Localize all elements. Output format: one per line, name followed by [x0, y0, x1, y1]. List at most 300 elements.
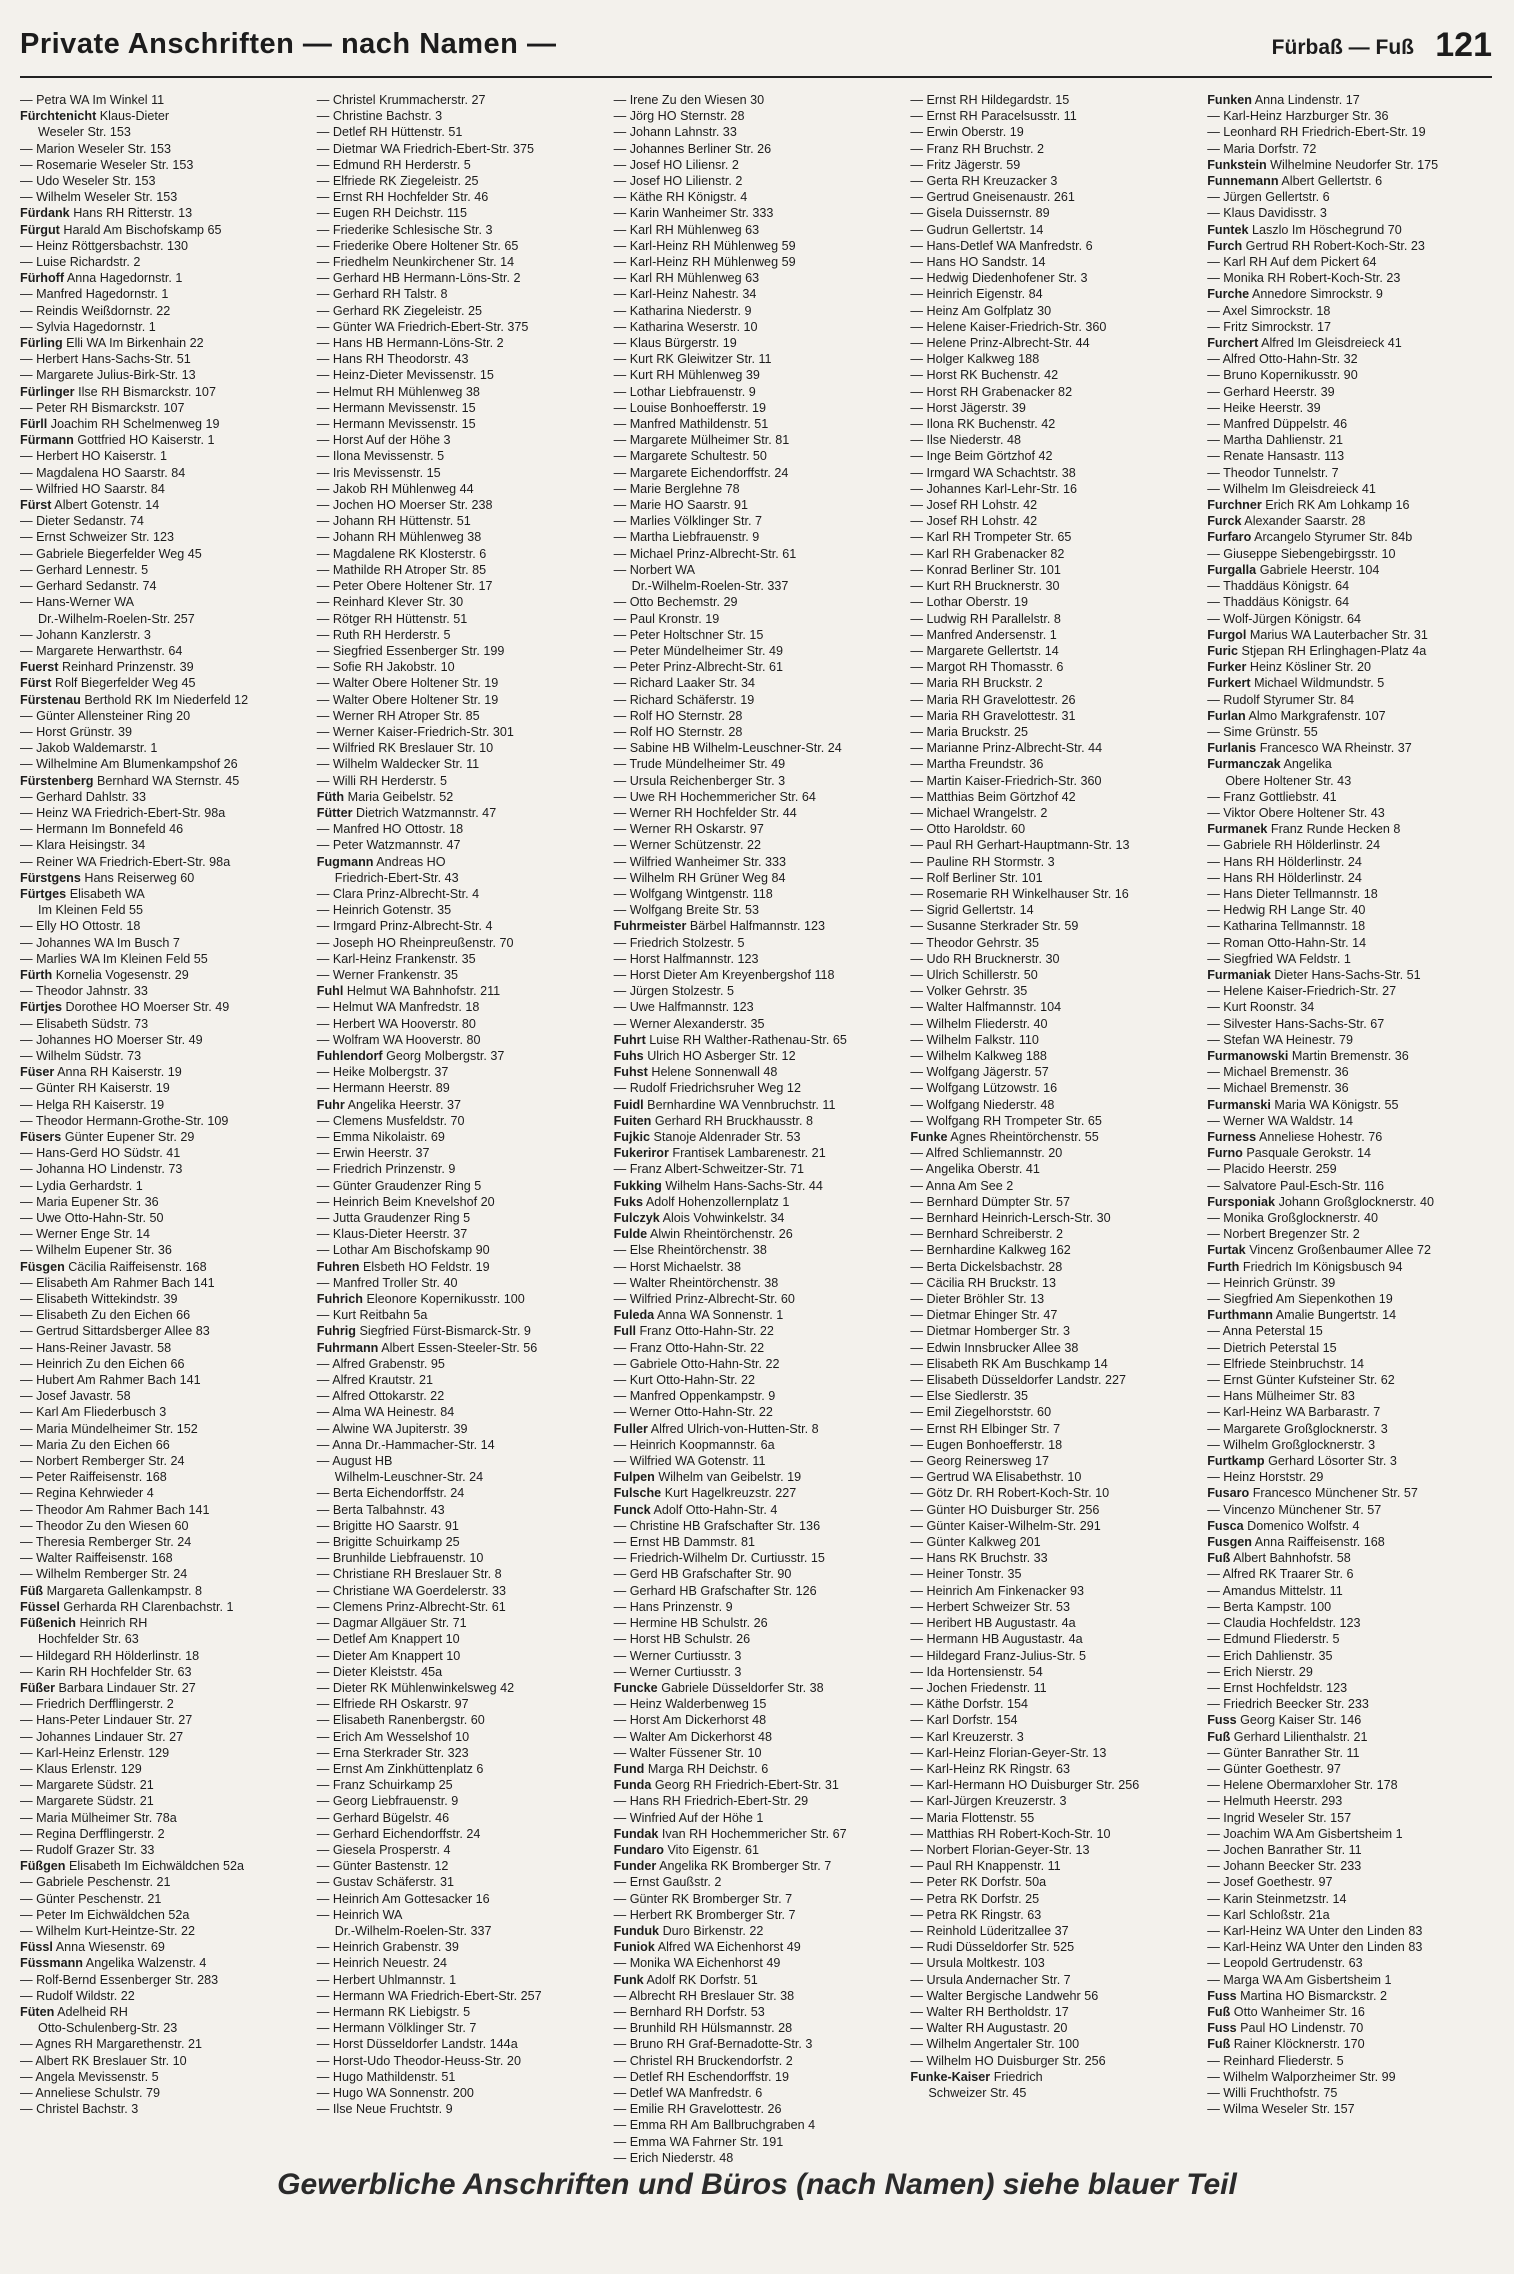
directory-entry: — Reinhard Fliederstr. 5 — [1207, 2053, 1492, 2069]
directory-entry: — Kurt RH Mühlenweg 39 — [614, 367, 899, 383]
directory-entry: — Herbert Uhlmannstr. 1 — [317, 1972, 602, 1988]
directory-entry: — Walter Halfmannstr. 104 — [910, 999, 1195, 1015]
directory-entry: — Karl-Heinz Nahestr. 34 — [614, 286, 899, 302]
directory-entry: — Rudolf Grazer Str. 33 — [20, 1842, 305, 1858]
directory-entry: — Günter Bastenstr. 12 — [317, 1858, 602, 1874]
directory-entry: — Günter Kalkweg 201 — [910, 1534, 1195, 1550]
entry-detail: Maria WA Königstr. 55 — [1274, 1097, 1399, 1112]
directory-entry — [1207, 1129, 1492, 1145]
directory-entry: — Jürgen Gellertstr. 6 — [1207, 189, 1492, 205]
surname: Funnemann — [1207, 174, 1279, 189]
directory-entry: — Karl-Heinz RH Mühlenweg 59 — [614, 238, 899, 254]
directory-entry: — Otto Haroldstr. 60 — [910, 821, 1195, 837]
directory-entry: Dr.-Wilhelm-Roelen-Str. 257 — [38, 611, 195, 626]
directory-entry: — Bernhard Heinrich-Lersch-Str. 30 — [910, 1210, 1195, 1226]
entry-detail: Gabriele Heerstr. 104 — [1259, 562, 1380, 577]
directory-entry: — Rolf HO Sternstr. 28 — [614, 708, 899, 724]
entry-detail: Annedore Simrockstr. 9 — [1252, 287, 1383, 302]
directory-entry — [317, 1097, 602, 1113]
entry-detail: Albert Gellertstr. 6 — [1281, 174, 1383, 189]
surname: Fuhrich — [316, 1292, 363, 1307]
directory-entry: — Reindis Weißdornstr. 22 — [20, 303, 305, 319]
surname: Fürgut — [20, 222, 60, 237]
directory-entry: — Manfred HO Ottostr. 18 — [317, 821, 602, 837]
directory-entry: — Karl-Heinz WA Unter den Linden 83 — [1207, 1939, 1492, 1955]
directory-entry: — Friedrich-Wilhelm Dr. Curtiusstr. 15 — [614, 1550, 899, 1566]
directory-entry: — Ernst RH Paracelsusstr. 11 — [910, 108, 1195, 124]
directory-entry: — Günter Peschenstr. 21 — [20, 1891, 305, 1907]
entry-detail: Hans Reiserweg 60 — [84, 870, 195, 885]
surname: Fürst — [20, 498, 52, 513]
directory-entry: — Amandus Mittelstr. 11 — [1207, 1583, 1492, 1599]
surname: Furmanowski — [1207, 1048, 1289, 1063]
surname: Fusaro — [1207, 1486, 1250, 1501]
entry-detail: Joachim RH Schelmenweg 19 — [50, 417, 220, 432]
directory-entry — [1207, 740, 1492, 756]
directory-entry: — Hermine HB Schulstr. 26 — [614, 1615, 899, 1631]
directory-entry: — Ulrich Schillerstr. 50 — [910, 967, 1195, 983]
directory-entry: — Dieter Sedanstr. 74 — [20, 513, 305, 529]
directory-entry: — Stefan WA Heinestr. 79 — [1207, 1032, 1492, 1048]
directory-entry: — Anneliese Schulstr. 79 — [20, 2085, 305, 2101]
surname: Füssel — [20, 1599, 60, 1614]
directory-entry: — Karl-Heinz Florian-Geyer-Str. 13 — [910, 1745, 1195, 1761]
entry-detail: Francesco Münchener Str. 57 — [1252, 1486, 1418, 1501]
directory-entry: — Johann Kanzlerstr. 3 — [20, 627, 305, 643]
directory-entry: — Elfriede RK Ziegeleistr. 25 — [317, 173, 602, 189]
directory-entry: — Erich Am Wesselshof 10 — [317, 1729, 602, 1745]
directory-entry — [1207, 497, 1492, 513]
directory-entry: — Eugen Bonhoefferstr. 18 — [910, 1437, 1195, 1453]
surname: Fuhst — [613, 1065, 648, 1080]
surname: Fundaro — [613, 1842, 664, 1857]
directory-entry — [614, 1858, 899, 1874]
surname: Furck — [1207, 514, 1242, 529]
page-number: 121 — [1435, 26, 1492, 64]
directory-entry: — Dieter Bröhler Str. 13 — [910, 1291, 1195, 1307]
directory-entry: — Petra RK Dorfstr. 25 — [910, 1891, 1195, 1907]
entry-detail: Gerharda RH Clarenbachstr. 1 — [63, 1599, 234, 1614]
directory-entry: — Martha Freundstr. 36 — [910, 756, 1195, 772]
entry-detail: Reinhard Prinzenstr. 39 — [62, 660, 194, 675]
directory-entry: — Josef Javastr. 58 — [20, 1388, 305, 1404]
directory-entry — [1207, 967, 1492, 983]
entry-detail: Helene Sonnenwall 48 — [651, 1065, 778, 1080]
directory-entry — [1207, 1485, 1492, 1501]
surname: Fürdank — [20, 206, 70, 221]
directory-entry — [1207, 659, 1492, 675]
entry-detail: Margareta Gallenkampstr. 8 — [46, 1583, 202, 1598]
surname: Full — [613, 1324, 636, 1339]
directory-entry: — Klaus Erlenstr. 129 — [20, 1761, 305, 1777]
directory-entry: — Horst Grünstr. 39 — [20, 724, 305, 740]
directory-entry: — Anna Am See 2 — [910, 1178, 1195, 1194]
directory-entry — [910, 1129, 1195, 1145]
directory-entry: — Friederike Schlesische Str. 3 — [317, 222, 602, 238]
directory-entry: — Johannes Berliner Str. 26 — [614, 141, 899, 157]
entry-detail: Albert Gotenstr. 14 — [54, 498, 160, 513]
directory-entry: — Karl-Heinz Erlenstr. 129 — [20, 1745, 305, 1761]
surname: Funder — [613, 1859, 657, 1874]
directory-entry — [614, 1145, 899, 1161]
directory-entry — [20, 1259, 305, 1275]
directory-entry: — Dagmar Allgäuer Str. 71 — [317, 1615, 602, 1631]
directory-entry: — Hans-Reiner Javastr. 58 — [20, 1340, 305, 1356]
directory-entry: — Edmund RH Herderstr. 5 — [317, 157, 602, 173]
surname: Fusca — [1207, 1518, 1244, 1533]
directory-entry — [1207, 1518, 1492, 1534]
directory-entry — [1207, 708, 1492, 724]
surname: Funtek — [1207, 222, 1249, 237]
directory-entry: — Karl-Heinz Harzburger Str. 36 — [1207, 108, 1492, 124]
directory-entry: — Emma RH Am Ballbruchgraben 4 — [614, 2117, 899, 2133]
directory-entry: — Horst Am Dickerhorst 48 — [614, 1712, 899, 1728]
directory-entry: — Hans HO Sandstr. 14 — [910, 254, 1195, 270]
directory-entry: — Hans RK Bruchstr. 33 — [910, 1550, 1195, 1566]
surname: Fugmann — [316, 854, 374, 869]
directory-entry: — Heike Molbergstr. 37 — [317, 1064, 602, 1080]
directory-entry: — Gertrud WA Elisabethstr. 10 — [910, 1469, 1195, 1485]
surname: Fuß — [1207, 2004, 1231, 2019]
surname: Fürmann — [20, 433, 74, 448]
surname: Fund — [613, 1761, 645, 1776]
directory-entry: — Alfred Grabenstr. 95 — [317, 1356, 602, 1372]
surname: Furmanski — [1207, 1097, 1271, 1112]
directory-entry: — Maria Zu den Eichen 66 — [20, 1437, 305, 1453]
directory-entry: — Helmut WA Manfredstr. 18 — [317, 999, 602, 1015]
directory-entry: — Werner Frankenstr. 35 — [317, 967, 602, 983]
directory-entry: — Peter Im Eichwäldchen 52a — [20, 1907, 305, 1923]
directory-entry: — Dieter Kleiststr. 45a — [317, 1664, 602, 1680]
directory-entry: — Walter Raiffeisenstr. 168 — [20, 1550, 305, 1566]
surname: Fuß — [1207, 1551, 1231, 1566]
directory-entry: — Michael Prinz-Albrecht-Str. 61 — [614, 546, 899, 562]
directory-entry: — Elisabeth Düsseldorfer Landstr. 227 — [910, 1372, 1195, 1388]
directory-entry: — Udo RH Brucknerstr. 30 — [910, 951, 1195, 967]
directory-entry — [20, 1955, 305, 1971]
directory-entry: — Gustav Schäferstr. 31 — [317, 1874, 602, 1890]
directory-entry: — Maria RH Bruckstr. 2 — [910, 675, 1195, 691]
directory-entry: — Rolf Berliner Str. 101 — [910, 870, 1195, 886]
directory-entry: — Elisabeth Zu den Eichen 66 — [20, 1307, 305, 1323]
directory-entry: — Manfred Troller Str. 40 — [317, 1275, 602, 1291]
surname: Füßgen — [20, 1859, 66, 1874]
directory-entry: — Erwin Heerstr. 37 — [317, 1145, 602, 1161]
directory-entry: — Richard Schäferstr. 19 — [614, 692, 899, 708]
entry-detail: Angelika RK Bromberger Str. 7 — [659, 1859, 832, 1874]
entry-detail: Luise RH Walther-Rathenau-Str. 65 — [649, 1032, 847, 1047]
directory-entry: — Gertrud Gneisenaustr. 261 — [910, 189, 1195, 205]
surname: Furker — [1207, 660, 1247, 675]
directory-entry: — Heinrich Eigenstr. 84 — [910, 286, 1195, 302]
directory-entry: — Herbert Hans-Sachs-Str. 51 — [20, 351, 305, 367]
directory-entry: — Jürgen Stolzestr. 5 — [614, 983, 899, 999]
directory-entry: — Margarete Gellertstr. 14 — [910, 643, 1195, 659]
directory-entry: — Margarete Südstr. 21 — [20, 1777, 305, 1793]
directory-entry — [614, 1777, 899, 1793]
directory-entry: — Peter Raiffeisenstr. 168 — [20, 1469, 305, 1485]
directory-entry: — Alma WA Heinestr. 84 — [317, 1404, 602, 1420]
surname: Fuhs — [613, 1048, 644, 1063]
directory-entry: — Bernhard RH Dorfstr. 53 — [614, 2004, 899, 2020]
entry-detail: Gottfried HO Kaiserstr. 1 — [77, 433, 215, 448]
directory-entry: — Manfred Andersenstr. 1 — [910, 627, 1195, 643]
directory-entry: — Margarete Eichendorffstr. 24 — [614, 465, 899, 481]
directory-entry: — Rolf HO Sternstr. 28 — [614, 724, 899, 740]
directory-entry: — Margarete Julius-Birk-Str. 13 — [20, 367, 305, 383]
directory-entry: — Alwine WA Jupiterstr. 39 — [317, 1421, 602, 1437]
directory-entry: — Heinrich Beim Knevelshof 20 — [317, 1194, 602, 1210]
directory-entry: — Heinz Walderbenweg 15 — [614, 1696, 899, 1712]
directory-entry: — Wilfried Wanheimer Str. 333 — [614, 854, 899, 870]
directory-entry: — Werner Enge Str. 14 — [20, 1226, 305, 1242]
directory-entry: — Werner WA Waldstr. 14 — [1207, 1113, 1492, 1129]
directory-entry: — Franz Otto-Hahn-Str. 22 — [614, 1340, 899, 1356]
directory-entry: — Theodor Jahnstr. 33 — [20, 983, 305, 999]
directory-entry: — Lydia Gerhardstr. 1 — [20, 1178, 305, 1194]
entry-detail: Vincenz Großenbaumer Allee 72 — [1249, 1243, 1431, 1258]
page-header — [20, 28, 1492, 78]
directory-entry: — Karl RH Auf dem Pickert 64 — [1207, 254, 1492, 270]
entry-detail: Gabriele Düsseldorfer Str. 38 — [661, 1680, 824, 1695]
directory-entry: — Käthe RH Königstr. 4 — [614, 189, 899, 205]
entry-detail: Elisabeth Im Eichwäldchen 52a — [68, 1859, 244, 1874]
surname: Furlanis — [1207, 741, 1257, 756]
directory-entry: — Brigitte Schuirkamp 25 — [317, 1534, 602, 1550]
directory-entry — [614, 1097, 899, 1113]
directory-entry: — Wilhelm Weseler Str. 153 — [20, 189, 305, 205]
directory-entry: — Reinhold Lüderitzallee 37 — [910, 1923, 1195, 1939]
directory-entry — [20, 1599, 305, 1615]
surname: Funck — [613, 1502, 651, 1517]
directory-entry: — Walter Bergische Landwehr 56 — [910, 1988, 1195, 2004]
entry-detail: Berthold RK Im Niederfeld 12 — [84, 692, 249, 707]
directory-entry: — Ilona Mevissenstr. 5 — [317, 448, 602, 464]
surname: Fusgen — [1207, 1535, 1252, 1550]
directory-entry: — Walter RH Bertholdstr. 17 — [910, 2004, 1195, 2020]
directory-entry: — Hans Mülheimer Str. 83 — [1207, 1388, 1492, 1404]
directory-entry: — Heinrich Am Gottesacker 16 — [317, 1891, 602, 1907]
directory-entry: — Walter Obere Holtener Str. 19 — [317, 675, 602, 691]
directory-entry: — Volker Gehrstr. 35 — [910, 983, 1195, 999]
entry-detail: Kornelia Vogesenstr. 29 — [55, 967, 189, 982]
directory-entry — [1207, 529, 1492, 545]
entry-detail: Almo Markgrafenstr. 107 — [1248, 708, 1386, 723]
directory-entry: — Hermann HB Augustastr. 4a — [910, 1631, 1195, 1647]
surname: Fuss — [1207, 1713, 1237, 1728]
directory-entry: — Angela Mevissenstr. 5 — [20, 2069, 305, 2085]
surname: Fürstenau — [20, 692, 81, 707]
directory-entry: — Werner RH Atroper Str. 85 — [317, 708, 602, 724]
directory-entry: — Hans-Werner WA — [20, 594, 305, 610]
directory-entry: — Dieter RK Mühlenwinkelsweg 42 — [317, 1680, 602, 1696]
directory-entry — [1207, 222, 1492, 238]
entry-detail: Anna Wiesenstr. 69 — [55, 1940, 165, 1955]
directory-entry: — Joseph HO Rheinpreußenstr. 70 — [317, 935, 602, 951]
directory-entry — [20, 1129, 305, 1145]
directory-entry: — Norbert Florian-Geyer-Str. 13 — [910, 1842, 1195, 1858]
entry-detail: Klaus-Dieter — [99, 109, 170, 124]
entry-detail: Otto Wanheimer Str. 16 — [1233, 2004, 1365, 2019]
entry-detail: Ilse RH Bismarckstr. 107 — [78, 384, 216, 399]
surname: Fürll — [20, 417, 48, 432]
directory-entry: — Uwe Halfmannstr. 123 — [614, 999, 899, 1015]
directory-entry: — Manfred Oppenkampstr. 9 — [614, 1388, 899, 1404]
directory-entry: — Ernst RH Hochfelder Str. 46 — [317, 189, 602, 205]
directory-entry: — Klaus Bürgerstr. 19 — [614, 335, 899, 351]
surname: Funduk — [613, 1923, 660, 1938]
directory-entry: — Ida Hortensienstr. 54 — [910, 1664, 1195, 1680]
directory-entry: — Heinrich Zu den Eichen 66 — [20, 1356, 305, 1372]
directory-entry: — Josef RH Lohstr. 42 — [910, 497, 1195, 513]
entry-detail: Cäcilia Raiffeisenstr. 168 — [68, 1259, 207, 1274]
directory-entry: — Helga RH Kaiserstr. 19 — [20, 1097, 305, 1113]
directory-entry: — Marion Weseler Str. 153 — [20, 141, 305, 157]
directory-entry: — Hermann Völklinger Str. 7 — [317, 2020, 602, 2036]
surname: Füßenich — [20, 1616, 76, 1631]
entry-detail: Adolf Otto-Hahn-Str. 4 — [653, 1502, 778, 1517]
directory-entry: — Hans RH Friedrich-Ebert-Str. 29 — [614, 1793, 899, 1809]
directory-entry: — Karin Steinmetzstr. 14 — [1207, 1891, 1492, 1907]
directory-entry: — Margot RH Thomasstr. 6 — [910, 659, 1195, 675]
directory-entry — [317, 1291, 602, 1307]
directory-entry — [20, 108, 305, 124]
directory-entry: — Regina Kehrwieder 4 — [20, 1485, 305, 1501]
entry-detail: Kurt Hagelkreuzstr. 227 — [664, 1486, 797, 1501]
directory-entry: — Horst Auf der Höhe 3 — [317, 432, 602, 448]
directory-entry: — Georg Reinersweg 17 — [910, 1453, 1195, 1469]
entry-detail: Marius WA Lauterbacher Str. 31 — [1249, 627, 1428, 642]
directory-entry: — Wolfram WA Hooverstr. 80 — [317, 1032, 602, 1048]
directory-entry: — Karl-Hermann HO Duisburger Str. 256 — [910, 1777, 1195, 1793]
directory-entry: — Alfred Ottokarstr. 22 — [317, 1388, 602, 1404]
directory-entry: — Bernhard Dümpter Str. 57 — [910, 1194, 1195, 1210]
directory-entry: — Hans Dieter Tellmannstr. 18 — [1207, 886, 1492, 902]
directory-entry: — Berta Eichendorffstr. 24 — [317, 1485, 602, 1501]
directory-entry: — Wolfgang Jägerstr. 57 — [910, 1064, 1195, 1080]
directory-entry — [20, 886, 305, 902]
entry-detail: Wilhelm Hans-Sachs-Str. 44 — [665, 1178, 823, 1193]
directory-entry: Obere Holtener Str. 43 — [1225, 773, 1352, 788]
directory-entry: — Günter Banrather Str. 11 — [1207, 1745, 1492, 1761]
directory-entry — [614, 1923, 899, 1939]
directory-entry: — Jochen Banrather Str. 11 — [1207, 1842, 1492, 1858]
surname: Furno — [1207, 1146, 1243, 1161]
directory-entry: — Helene Kaiser-Friedrich-Str. 360 — [910, 319, 1195, 335]
entry-detail: Franz Runde Hecken 8 — [1270, 822, 1401, 837]
directory-entry: — Friedrich Derfflingerstr. 2 — [20, 1696, 305, 1712]
entry-detail: Elisabeth WA — [69, 886, 145, 901]
directory-entry: — Else Rheintörchenstr. 38 — [614, 1242, 899, 1258]
directory-entry: — Klaus-Dieter Heerstr. 37 — [317, 1226, 602, 1242]
directory-entry — [614, 1178, 899, 1194]
directory-entry: — Helmuth Heerstr. 293 — [1207, 1793, 1492, 1809]
directory-entry: — Horst Dieter Am Kreyenbergshof 118 — [614, 967, 899, 983]
directory-entry: — Theodor Zu den Wiesen 60 — [20, 1518, 305, 1534]
directory-entry — [20, 384, 305, 400]
directory-entry: — Lothar Oberstr. 19 — [910, 594, 1195, 610]
entry-detail: Alfred Ulrich-von-Hutten-Str. 8 — [650, 1421, 819, 1436]
directory-entry: — Karl Kreuzerstr. 3 — [910, 1729, 1195, 1745]
directory-entry — [614, 1761, 899, 1777]
directory-entry: — Hugo WA Sonnenstr. 200 — [317, 2085, 602, 2101]
directory-entry: — Hans-Peter Lindauer Str. 27 — [20, 1712, 305, 1728]
directory-entry: — Placido Heerstr. 259 — [1207, 1161, 1492, 1177]
entry-detail: Vito Eigenstr. 61 — [667, 1842, 759, 1857]
directory-entry: — Regina Derfflingerstr. 2 — [20, 1826, 305, 1842]
directory-entry: — Margarete Herwarthstr. 64 — [20, 643, 305, 659]
directory-entry — [20, 1583, 305, 1599]
entry-detail: Alexander Saarstr. 28 — [1244, 514, 1366, 529]
entry-detail: Dorothee HO Moerser Str. 49 — [65, 1000, 230, 1015]
directory-entry: — Herbert WA Hooverstr. 80 — [317, 1016, 602, 1032]
directory-entry: — Elisabeth Ranenbergstr. 60 — [317, 1712, 602, 1728]
directory-entry — [1207, 1145, 1492, 1161]
directory-entry: — Karl RH Mühlenweg 63 — [614, 270, 899, 286]
directory-entry: — Manfred Düppelstr. 46 — [1207, 416, 1492, 432]
directory-entry: — Gerhard Eichendorffstr. 24 — [317, 1826, 602, 1842]
directory-entry: — Trude Mündelheimer Str. 49 — [614, 756, 899, 772]
directory-entry: — Werner Otto-Hahn-Str. 22 — [614, 1404, 899, 1420]
directory-entry — [317, 789, 602, 805]
directory-entry — [20, 222, 305, 238]
directory-entry — [614, 918, 899, 934]
directory-entry: — Irmgard Prinz-Albrecht-Str. 4 — [317, 918, 602, 934]
entry-detail: Alfred Im Gleisdreieck 41 — [1261, 336, 1402, 351]
surname: Fulpen — [613, 1470, 655, 1485]
directory-entry — [1207, 2020, 1492, 2036]
entry-detail: Bärbel Halfmannstr. 123 — [689, 919, 825, 934]
directory-entry: — Klara Heisingstr. 34 — [20, 837, 305, 853]
directory-entry: — Günter RK Bromberger Str. 7 — [614, 1891, 899, 1907]
directory-entry: — Norbert WA — [614, 562, 899, 578]
directory-entry: — Johanna HO Lindenstr. 73 — [20, 1161, 305, 1177]
directory-entry: — Lothar Am Bischofskamp 90 — [317, 1242, 602, 1258]
directory-entry: — Herbert Schweizer Str. 53 — [910, 1599, 1195, 1615]
surname: Fuhrmann — [316, 1340, 379, 1355]
directory-entry: — Ernst RH Elbinger Str. 7 — [910, 1421, 1195, 1437]
surname: Furness — [1207, 1130, 1257, 1144]
directory-entry: — Walter RH Augustastr. 20 — [910, 2020, 1195, 2036]
directory-entry: — Alfred RK Traarer Str. 6 — [1207, 1566, 1492, 1582]
directory-entry: — Margarete Mülheimer Str. 81 — [614, 432, 899, 448]
directory-entry: — Wilfried HO Saarstr. 84 — [20, 481, 305, 497]
directory-entry: — Heinz Am Golfplatz 30 — [910, 303, 1195, 319]
directory-entry — [20, 335, 305, 351]
surname: Fuhrt — [613, 1032, 646, 1047]
directory-entry: — Bruno RH Graf-Bernadotte-Str. 3 — [614, 2036, 899, 2052]
directory-entry: — Paul RH Knappenstr. 11 — [910, 1858, 1195, 1874]
surname: Fulczyk — [613, 1211, 660, 1226]
entry-detail: Frantisek Lambarenestr. 21 — [672, 1146, 826, 1161]
directory-entry — [614, 1032, 899, 1048]
entry-detail: Franz Otto-Hahn-Str. 22 — [639, 1324, 774, 1339]
directory-entry: — Cäcilia RH Bruckstr. 13 — [910, 1275, 1195, 1291]
directory-entry: — Hans-Detlef WA Manfredstr. 6 — [910, 238, 1195, 254]
directory-entry: — Jakob Waldemarstr. 1 — [20, 740, 305, 756]
entry-detail: Rolf Biegerfelder Weg 45 — [54, 676, 196, 691]
directory-entry: — Karl-Heinz WA Barbarastr. 7 — [1207, 1404, 1492, 1420]
directory-entry: — Franz Schuirkamp 25 — [317, 1777, 602, 1793]
directory-entry: — Eugen RH Deichstr. 115 — [317, 205, 602, 221]
directory-entry: — Paul Kronstr. 19 — [614, 611, 899, 627]
directory-entry — [1207, 643, 1492, 659]
surname: Fursponiak — [1207, 1194, 1276, 1209]
directory-entry: — Uwe RH Hochemmericher Str. 64 — [614, 789, 899, 805]
directory-entry: — Maria RH Gravelottestr. 31 — [910, 708, 1195, 724]
directory-entry — [1207, 238, 1492, 254]
directory-entry: — Berta Kampstr. 100 — [1207, 1599, 1492, 1615]
